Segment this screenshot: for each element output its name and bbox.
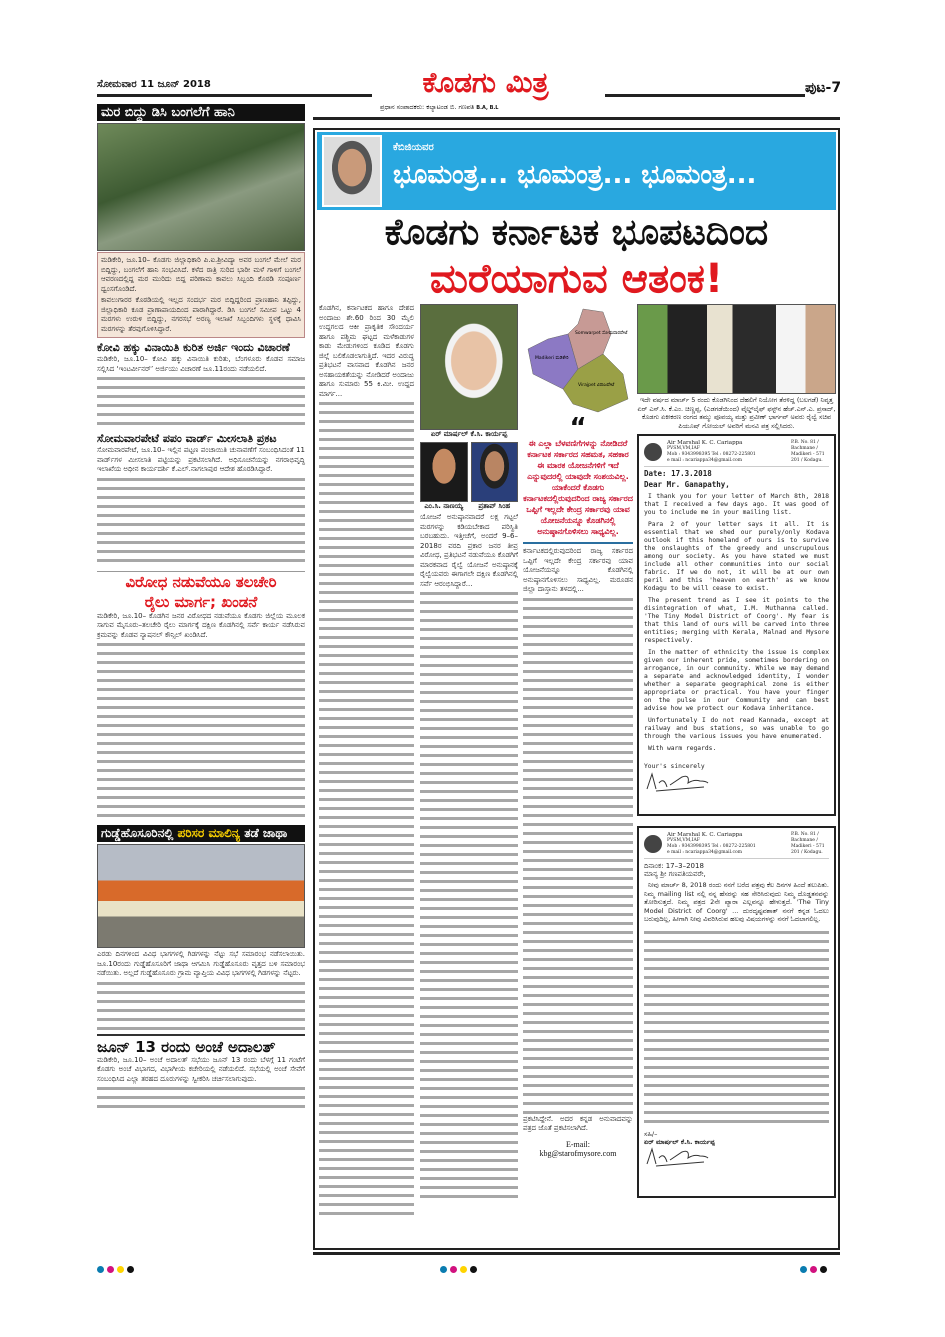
iaf-emblem-icon <box>644 835 662 853</box>
story-jatha: ಎರಡು ದಿನಗಳಿಂದ ವಿವಿಧ ಭಾಗಗಳಲ್ಲಿ ಗಿಡಗಳನ್ನು ನೆಟ್ಟು ಸಭೆ ಸಮಾರಂಭ ನಡೆಸಲಾಯಿತು. ಜೂ.10ರಂದು ಗುಡ್ಡೆಹೊಸೂರಿಗೆ ಜಾಥಾ ಆಗಮಿಸಿ ಗುಡ್ಡೆಹೊಸೂರು ವೃತ್ತದ ಬಳಿ ಸಮಾರಂಭ ನಡೆಯಿತು. ಅಲ್ಲದೆ ಗುಡ್ಡೆಹೊಸೂರು ಗ್ರಾಮ ವ್ಯಾಪ್ತಿಯ ವಿವಿಧ ಭಾಗಗಳಲ್ಲಿ ಗಿಡಗಳನ್ನು ನೆಟ್ಟರು. <box>97 950 305 977</box>
signature <box>644 771 714 793</box>
story-body-lines <box>420 589 518 1199</box>
story-body-lines <box>97 979 305 1031</box>
caption-tree-2: ಕಾವಲುಗಾರರ ಕೊಠಡಿಯಲ್ಲಿ ಇಲ್ಲದ ಸಂದರ್ಭ ಮರ ಬಿದ್ದಿದ್ದರಿಂದ ಪ್ರಾಣಹಾನಿ ತಪ್ಪಿದ್ದು, ಜಿಲ್ಲಾಧಿಕಾರಿ ಕೂಡ ಪ್ರಾಣಾಪಾಯದಿಂದ ಪಾರಾಗಿದ್ದಾರೆ. ಡಿಸಿ ಬಂಗಲೆ ಸಮೀಪ ಒಟ್ಟು 4 ಮರಗಳು ಉರುಳಿ ಬಿದ್ದಿದ್ದು, ನಗರಸಭೆ ಅರಣ್ಯ ಇಲಾಖೆ ಸಿಬ್ಬಂದಿಗಳು ಸ್ಥಳಕ್ಕೆ ಧಾವಿಸಿ ಮರಗಳನ್ನು ತೆರವುಗೊಳಿಸಿದ್ದಾರೆ. <box>101 296 301 333</box>
sender-address: P.B. No. 81 / Bachmane / Madikeri - 571 201 / Kodagu. <box>791 832 825 855</box>
photo-fallen-tree <box>97 123 305 251</box>
english-letter <box>637 434 836 816</box>
series-kicker: ಕೆಬಿಜಿಯವರ <box>393 142 434 153</box>
headline-jatha-a: ಗುಡ್ಡೆಹೊಸೂರಿನಲ್ಲಿ <box>101 826 178 840</box>
story-body-lines <box>319 399 414 1219</box>
iaf-emblem-icon <box>644 443 662 461</box>
feature-col3-end: ಪ್ರಕಟಿಸಿದ್ದೇನೆ. ಅದರ ಕನ್ನಡ ಅನುವಾದವನ್ನು ಪತ್ರದ ಜೊತೆ ಪ್ರಕಟಿಸಲಾಗಿದೆ. <box>523 1114 633 1132</box>
feature-col3-text: ಕರ್ನಾಟಕದಲ್ಲಿರುವುದರಿಂದ ರಾಜ್ಯ ಸರ್ಕಾರದ ಒಪ್ಪಿಗೆ ಇಲ್ಲದೇ ಕೇಂದ್ರ ಸರ್ಕಾರವು ಯಾವ ಯೋಜನೆಯನ್ನೂ ಕೊಡಗಿನಲ್ಲಿ ಅನುಷ್ಠಾನಗೊಳಿಸಲು ಸಾಧ್ಯವಿಲ್ಲ. ಮರೂಡನ ಜಿಲ್ಲಾ ದಾಸ್ತಾನು ತಳದಲ್ಲಿ... <box>523 547 633 593</box>
pull-quote: ಈ ಎಲ್ಲಾ ಬೆಳವಣಿಗೆಗಳನ್ನು ನೋಡಿದರೆ ಕರ್ನಾಟಕ ಸರ್ಕಾರದ ಸಹಮತ, ಸಹಕಾರ ಈ ಮಾರಕ ಯೋಜನೆಗಳಿಗೆ ಇದೆ ಎನ್ನುವುದರಲ್ಲಿ ಯಾವುದೇ ಸಂಶಯವಿಲ್ಲ. ಯಾಕೆಂದರೆ ಕೊಡಗು ಕರ್ನಾಟಕದಲ್ಲಿರುವುದರಿಂದ ರಾಜ್ಯ ಸರ್ಕಾರದ ಒಪ್ಪಿಗೆ ಇಲ್ಲದೇ ಕೇಂದ್ರ ಸರ್ಕಾರವು ಯಾವ ಯೋಜನೆಯನ್ನೂ ಕೊಡಗಿನಲ್ಲಿ ಅನುಷ್ಠಾನಗೊಳಿಸಲು ಸಾಧ್ಯವಿಲ್ಲ. <box>523 439 633 536</box>
kn-letter-date: ದಿನಾಂಕ: 17–3–2018 <box>644 862 704 870</box>
kn-letter-salutation: ಮಾನ್ಯ ಶ್ರೀ ಗಣಪತಿಯವರೇ, <box>644 870 706 878</box>
story-railway: ಮಡಿಕೇರಿ, ಜೂ.10– ಕೊಡಗಿನ ಜನರ ವಿರೋಧದ ನಡುವೆಯೂ ಕೊಡಗು ಜಿಲ್ಲೆಯ ಮೂಲಕ ಸಾಗುವ ಮೈಸೂರು–ತಲಚೇರಿ ರೈಲು ಮಾರ್ಗಕ್ಕೆ ದಕ್ಷಿಣ ಕೊಡಗಿನಲ್ಲಿ ಸರ್ವೆ ಕಾರ್ಯ ನಡೆಸಿರುವ ಕ್ರಮವನ್ನು ಕೊಡವ ನ್ಯಾಷನಲ್ ಕೌನ್ಸಿಲ್ ಖಂಡಿಸಿದೆ. <box>97 611 305 639</box>
sender-contact: Mob : 9343998395 Tel : 08272-225801 <box>667 844 756 849</box>
sender-email: e mail : ncariappa34@gmail.com <box>667 850 742 855</box>
headline-postal-adalat: ಜೂನ್ 13 ರಂದು ಅಂಚೆ ಅದಾಲತ್ <box>97 1034 305 1056</box>
headline-railway-line2: ರೈಲು ಮಾರ್ಗ; ಖಂಡನೆ <box>144 592 258 611</box>
header-rule-right <box>605 94 805 97</box>
photo-pratap-simha <box>471 442 519 502</box>
columnist-photo <box>322 135 382 207</box>
letterhead <box>644 440 829 467</box>
sender-address: P.B. No. 81 / Bachmane / Madikeri - 571 201 / Kodagu. <box>791 440 825 463</box>
headline-tree-fall: ಮರ ಬಿದ್ದು ಡಿಸಿ ಬಂಗಲೆಗೆ ಹಾನಿ <box>97 104 305 121</box>
main-headline-2: ಮರೆಯಾಗುವ ಆತಂಕ! <box>429 256 724 302</box>
letter-salutation: Dear Mr. Ganapathy, <box>644 480 730 489</box>
kn-letter-body: ನೀವು ಮಾರ್ಚ್ 8, 2018 ರಂದು ನನಗೆ ಬರೆದ ಪತ್ರವು ಕೆಲ ದಿನಗಳ ಹಿಂದೆ ತಲುಪಿತು. ನಿಮ್ಮ mailing list ನಲ್ಲಿ ನನ್ನ ಹೆಸರನ್ನು ಸಹ ಸೇರಿಸಿರುವುದು ನಿಮ್ಮ ದೊಡ್ಡತನವನ್ನು ತೋರಿಸುತ್ತದೆ. ನಿಮ್ಮ ಪತ್ರದ 2ನೇ ಪ್ಯಾರಾ ಎಲ್ಲವನ್ನೂ ಹೇಳುತ್ತದೆ. 'The Tiny Model District of Coorg' ... ದುರದೃಷ್ಟವಶಾತ್ ನನಗೆ ಕನ್ನಡ ಓದಲು ಬರುವುದಿಲ್ಲ, ಹೀಗಾಗಿ ನೀವು ವಿವರಿಸಿರುವ ಹಲವು ವಿಷಯಗಳನ್ನು ನನಗೆ ಓದಲಾಗಲಿಲ್ಲ. <box>644 881 829 923</box>
kn-letter-name: ಏರ್ ಮಾರ್ಷಲ್ ಕೆ.ಸಿ. ಕಾರ್ಯಪ್ಪ <box>644 1137 715 1146</box>
caption-tree-1: ಮಡಿಕೇರಿ, ಜೂ.10– ಕೊಡಗು ಜಿಲ್ಲಾಧಿಕಾರಿ ಪಿ.ಐ.ಶ್ರೀವಿದ್ಯಾ ಅವರ ಬಂಗಲೆ ಮೇಲೆ ಮರ ಬಿದ್ದಿದ್ದು, ಬಂಗಲೆಗೆ ಹಾನಿ ಸಂಭವಿಸಿದೆ. ಕಳೆದ ರಾತ್ರಿ ಸುರಿದ ಭಾರೀ ಮಳೆ ಗಾಳಿಗೆ ಬಂಗಲೆ ಆವರಣದಲ್ಲಿದ್ದ ಮರ ಮುರಿದು ಬಿದ್ದ ಪರಿಣಾಮ ಕಾವಲು ಸಿಬ್ಬಂದಿ ಕೊಠಡಿ ಸಂಪೂರ್ಣ ಧ್ವಂಸಗೊಂಡಿದೆ. <box>101 256 301 293</box>
color-registration-dots-center <box>440 1258 480 1277</box>
letter-para: Unfortunately I do not read Kannada, except at railway and bus stations, so was unable to go through the various issues you have enumerated. <box>644 717 829 740</box>
quote-mark-icon: “ <box>569 413 587 443</box>
author-email[interactable]: kbg@starofmysore.com <box>539 1148 617 1158</box>
kannada-letter <box>637 826 836 1198</box>
caption-nanaiah: ಎಂ.ಸಿ. ನಾಣಯ್ಯ <box>424 501 464 510</box>
caption-box-tree <box>97 252 305 338</box>
color-registration-dots-right <box>800 1258 830 1277</box>
series-title: ಭೂಮಂತ್ರ... ಭೂಮಂತ್ರ... ಭೂಮಂತ್ರ... <box>393 160 757 190</box>
author-email-label: E-mail: <box>566 1139 590 1149</box>
story-postal-adalat: ಮಡಿಕೇರಿ, ಜೂ.10– ಅಂಚೆ ಅದಾಲತ್ ಸಭೆಯು ಜೂನ್ 13 ರಂದು ಬೆಳಗ್ಗೆ 11 ಗಂಟೆಗೆ ಕೊಡಗು ಅಂಚೆ ವಿಭಾಗದ, ವಿಭಾಗೀಯ ಕಚೇರಿಯಲ್ಲಿ ನಡೆಯಲಿದೆ. ಸಭೆಯಲ್ಲಿ ಅಂಚೆ ಸೇವೆಗೆ ಸಂಬಂಧಿಸಿದ ಎಲ್ಲಾ ತರಹದ ದೂರುಗಳನ್ನು ಸ್ವೀಕರಿಸಿ ಚರ್ಚಿಸಲಾಗುವುದು. <box>97 1055 305 1083</box>
letter-closing: Your's sincerely <box>644 763 705 770</box>
sender-rank: PVSM,VM,IAF <box>667 446 700 451</box>
story-ward-reservation: ಸೋಮವಾರಪೇಟೆ, ಜೂ.10– ಇಲ್ಲಿನ ಪಟ್ಟಣ ಪಂಚಾಯಿತಿ ಚುನಾವಣೆಗೆ ಸಂಬಂಧಿಸಿದಂತೆ 11 ವಾರ್ಡ್‌ಗಳ ಮೀಸಲಾತಿ ಪಟ್ಟಿಯನ್ನು ಪ್ರಕಟಿಸಲಾಗಿದೆ. ಅಧಿಸೂಚನೆಯನ್ನು ನಗರಾಭಿವೃದ್ಧಿ ಇಲಾಖೆಯ ಅಧೀನ ಕಾರ್ಯದರ್ಶಿ ಕೆ.ಎಲ್.ನಾಗಲಾಪುರ ಆದೇಶ ಹೊರಡಿಸಿದ್ದಾರೆ. <box>97 446 305 473</box>
left-column <box>97 104 305 1114</box>
map-label-madikeri: Madikeri ಮಡಿಕೇರಿ <box>535 356 569 361</box>
letter-para: The present trend as I see it points to the disintegration of what, I.M. Muthanna called. 'The Tiny Model District of Coorg'. My fear is that this land of ours will be carved into three entities; merging with Kerala, Malnad and Mysore respectively. <box>644 597 829 644</box>
issue-date: ಸೋಮವಾರ 11 ಜೂನ್ 2018 <box>97 79 211 90</box>
masthead-logo: ಕೊಡಗು ಮಿತ್ರ <box>422 66 549 99</box>
sender-rank: PVSM,VM,IAF <box>667 838 700 843</box>
sender-name: Air Marshal K. C. Cariappa <box>667 832 743 838</box>
feature-column-1 <box>319 304 414 1219</box>
map-label-virajpet: Virajpet ವಿರಾಜಪೇಟೆ <box>578 383 615 388</box>
caption-delegation: ಇದೇ ವರ್ಷದ ಮಾರ್ಚ್ 5 ರಂದು ಕೊಡಗಿನಿಂದ ದೆಹಲಿಗೆ ನಿಯೋಗ ತೆರಳಿದ್ದ (ಬಲಗಡೆ) ನಿವೃತ್ತ ಏರ್ ಎಸ್.ಸಿ. ಕೆ.ಎಂ. ಚಿಣ್ಣಪ್ಪ, (ಎಡಗಡೆಯಿಂದ) ವೈಲ್ಡ್‌ಲೈಫ್ ಫಸ್ಟ್‌ನ ಹೆಚ್.ಎನ್.ಎ. ಪ್ರಸಾದ್, ಕೊಡಗು ಏಕೀಕರಣ ರಂಗದ ತಮ್ಮು ಪೂವಯ್ಯ ಮತ್ತು ಪ್ರವೀಣ್ ಭಾರ್ಗವ್ ಅವರು ರೈಲ್ವೆ ಸಚಿವ ಪಿಯೂಷ್ ಗೋಯಲ್ ಅವರಿಗೆ ಮನವಿ ಪತ್ರ ಸಲ್ಲಿಸಿದರು. <box>637 396 836 430</box>
editor-degree: B.A, B.L <box>476 105 499 111</box>
letter-date: Date: 17.3.2018 <box>644 469 712 478</box>
kodagu-map <box>523 304 633 414</box>
story-body-lines <box>97 374 305 428</box>
letter-para: In the matter of ethnicity the issue is complex given our inherent pride, sometimes bordering on arrogance, in our community. While we may demand a separate and acknowledged identity, I wonder whether a separate geographical zone is either appropriate or practical. You have your finger on the pulse in our Community and can best advise how we protect our Kodava inheritance. <box>644 649 829 712</box>
series-banner <box>317 132 836 210</box>
letter-para: Para 2 of your letter says it all. It is essential that we shed our purely/only Kodava outlook if this homeland of ours is to survive the onslaughts of the greedy and unscrupulous among our society. As you have stated we must include all other communities into our social fabric. If we do not, it will be at our own peril and this 'heaven on earth' as we know Kodagu to be will cease to exist. <box>644 521 829 592</box>
feature-column-2 <box>420 304 518 1199</box>
header-rule-left <box>97 94 372 97</box>
headline-gun-exemption: ಕೋವಿ ಹಕ್ಕು ವಿನಾಯಿತಿ ಕುರಿತ ಅರ್ಜಿ ಇಂದು ವಿಚಾರಣೆ <box>97 341 290 354</box>
story-body-lines <box>97 475 305 567</box>
headline-ward-reservation: ಸೋಮವಾರಪೇಟೆ ಪಪಂ ವಾರ್ಡ್ ಮೀಸಲಾತಿ ಪ್ರಕಟ <box>97 432 277 445</box>
photo-delegation <box>637 304 836 394</box>
header-rule-bottom <box>313 117 840 120</box>
kn-letter-sd: ಸಹಿ/– <box>644 1129 658 1138</box>
sender-name: Air Marshal K. C. Cariappa <box>667 440 743 446</box>
letter-para: With warm regards. <box>648 745 717 752</box>
story-body-lines <box>97 1084 305 1114</box>
feature-column-3 <box>523 304 633 1158</box>
color-registration-dots-left <box>97 1258 137 1277</box>
photo-air-marshal <box>420 304 518 430</box>
headline-railway <box>97 571 305 612</box>
story-body-lines <box>523 595 633 1115</box>
story-body-lines <box>97 640 305 822</box>
story-gun-exemption: ಮಡಿಕೇರಿ, ಜೂ.10– ಕೋವಿ ಹಕ್ಕು ವಿನಾಯಿತಿ ಕುರಿತು, ಬೆಂಗಳೂರು ಕೊಡವ ಸಮಾಜ ಸಲ್ಲಿಸಿದ ‘ಇಂಟರ್ವೀನರ್’ ಅರ್ಜಿಯು ವಿಚಾರಣೆ ಜೂ.11ರಂದು ನಡೆಯಲಿದೆ. <box>97 355 305 373</box>
feature-column-4 <box>637 304 836 1198</box>
portrait-row <box>420 442 518 512</box>
map-label-somwarpet: Somwarpet ಸೋಮವಾರಪೇಟೆ <box>575 331 628 336</box>
footer-rule <box>313 1252 840 1255</box>
quote-rule <box>523 542 633 544</box>
signature <box>644 1146 714 1168</box>
headline-jatha-b: ಪರಿಸರ ಮಾಲಿನ್ಯ <box>177 826 241 840</box>
story-body-lines <box>644 928 829 1128</box>
main-headline-1: ಕೊಡಗು ಕರ್ನಾಟಕ ಭೂಪಟದಿಂದ <box>384 212 769 253</box>
feature-col2-text: ಯೋಜನೆ ಅನುಷ್ಠಾನವಾದರೆ ಲಕ್ಷ ಗಟ್ಟಲೆ ಮರಗಳನ್ನು ಕಡಿಯಬೇಕಾದ ಪರಿಸ್ಥಿತಿ ಬರಬಹುದು. ಇತ್ತೀಚೆಗೆ, ಅಂದರೆ 9–6–2018ರ ವರದಿ ಪ್ರಕಾರ ಜನರ ತೀವ್ರ ವಿರೋಧ, ಪ್ರತಿಭಟನೆ ನಡುವೆಯೂ ಕೊಡಗಿಗೆ ಮಾರಕವಾದ ರೈಲ್ವೆ ಯೋಜನೆ ಅನುಷ್ಠಾನಕ್ಕೆ ರೈಲ್ವೆಯವರು ಈಗಾಗಲೇ ದಕ್ಷಿಣ ಕೊಡಗಿನಲ್ಲಿ ಸರ್ವೆ ಆರಂಭಿಸಿದ್ದಾರೆ... <box>420 513 518 588</box>
letterhead <box>644 832 829 859</box>
editor-name: ಪ್ರಧಾನ ಸಂಪಾದಕರು: ಕಲ್ಯಾಟಂಡ ಬಿ. ಗಣಪತಿ <box>380 103 475 111</box>
letter-para: I thank you for your letter of March 8th, 2018 that I received a few days ago. It was good of you to include me in your mailing list. <box>644 493 829 516</box>
photo-nanaiah <box>420 442 468 502</box>
caption-air-marshal: ಏರ್ ಮಾರ್ಷಲ್ ಕೆ.ಸಿ. ಕಾರ್ಯಪ್ಪ <box>430 430 508 438</box>
page-number: ಪುಟ-7 <box>805 80 842 96</box>
caption-pratap-simha: ಪ್ರತಾಪ್ ಸಿಂಹ <box>478 501 511 510</box>
editor-line <box>380 103 499 112</box>
headline-railway-line1: ವಿರೋಧ ನಡುವೆಯೂ ತಲಚೇರಿ <box>125 572 277 591</box>
sender-email: e mail : ncariappa34@gmail.com <box>667 458 742 463</box>
sender-contact: Mob : 9343998395 Tel : 08272-225801 <box>667 452 756 457</box>
headline-jatha-c: ತಡೆ ಜಾಥಾ <box>240 826 288 840</box>
photo-jatha <box>97 844 305 948</box>
feature-col1-text: ಕೊಡಗಿನ, ಕರ್ನಾಟಕದ ಹಾಗೂ ದೇಶದ ಅಂದಾಜು ಶೇ.60 ರಿಂದ 30 ಮೈಲಿ ಉದ್ದಗಲದ ಆಕೀ ಪ್ರಾಕೃತಿಕ ಸೌಂದರ್ಯ ಹಾಗೂ ಪಶ್ಚಿಮ ಘಟ್ಟದ ಮಳೆಕಾಡುಗಳ ಕಾಡು ಮೇಡುಗಳಿಂದ ಕೂಡಿದ ಕೊಡಗು ಜಿಲ್ಲೆ ಬಲಿಕೊಡಲಾಗುತ್ತಿದೆ. ಇದರ ವಿರುದ್ಧ ಪ್ರತಿಭಟನೆ ವಾಸವಾದ ಕೊಡಗಿನ ಜನರ ಅಸಹಾಯಕತೆಯನ್ನು ನೋಡಿದರೆ ಅಂದಾಜು ಹಾಗೂ ಸುಮಾರು 55 ಕಿ.ಮೀ. ಉದ್ದದ ಮಾರ್ಗ... <box>319 304 414 398</box>
headline-jatha <box>97 825 305 842</box>
